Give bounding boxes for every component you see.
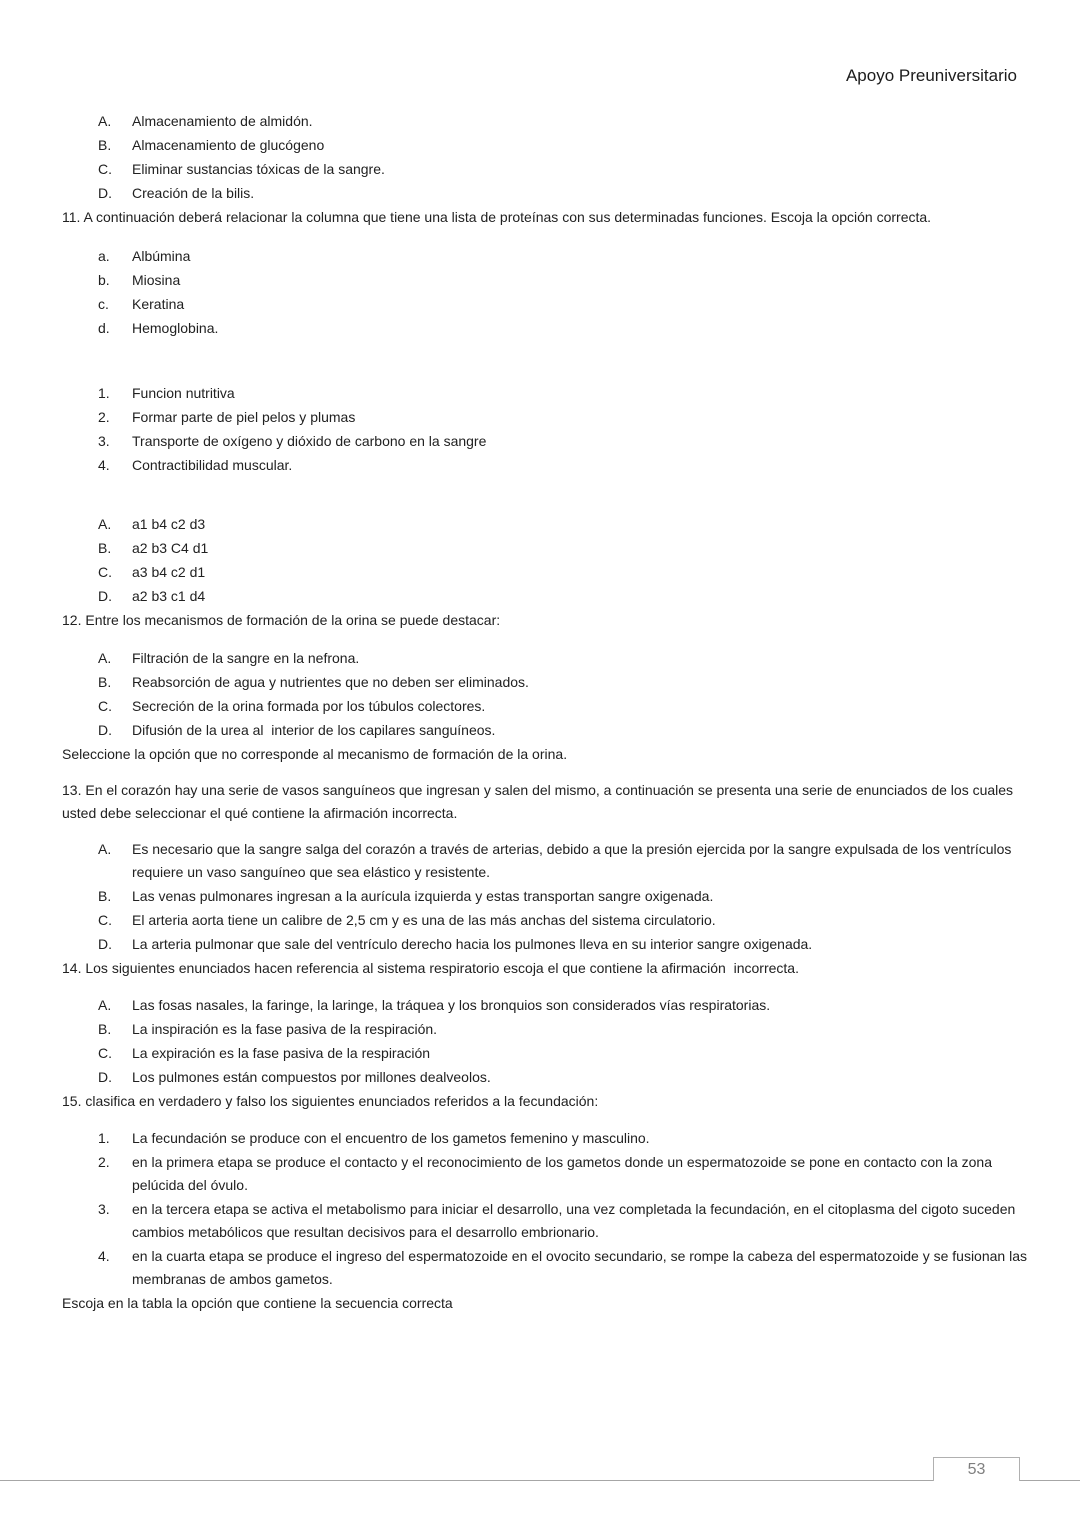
option-label: B. xyxy=(98,888,112,904)
option-label: C. xyxy=(98,161,112,177)
page-header xyxy=(0,0,1080,88)
option-text: Las fosas nasales, la faringe, la laringe, la tráquea y los bronquios son considerados vías respiratorias. xyxy=(132,997,771,1013)
option-label: B. xyxy=(98,540,112,556)
list-item xyxy=(62,293,1047,316)
question-15-note: Escoja en la tabla la opción que contiene la secuencia correcta xyxy=(62,1295,453,1311)
statement-label: 2. xyxy=(98,1154,110,1170)
q11-function-list xyxy=(62,382,1047,477)
item-label: 2. xyxy=(98,409,110,425)
q15-statements-list xyxy=(62,1127,1047,1291)
option-row xyxy=(62,885,1047,908)
option-row xyxy=(62,695,1047,718)
option-row xyxy=(62,561,1047,584)
page-number: 53 xyxy=(967,1460,986,1478)
option-row xyxy=(62,719,1047,742)
option-label: A. xyxy=(98,113,112,129)
option-label: B. xyxy=(98,137,112,153)
list-item xyxy=(62,430,1047,453)
list-item xyxy=(62,269,1047,292)
question-12-note: Seleccione la opción que no corresponde al mecanismo de formación de la orina. xyxy=(62,746,568,762)
question-15-stem: 15. clasifica en verdadero y falso los siguientes enunciados referidos a la fecundación: xyxy=(62,1093,599,1109)
option-text: Es necesario que la sangre salga del corazón a través de arterias, debido a que la presión ejercida por la sangre expulsada de los ventrículos requiere un vaso sanguíneo que sea elástico y resistente. xyxy=(132,841,1016,880)
statement-text: en la tercera etapa se activa el metabolismo para iniciar el desarrollo, una vez completada la fecundación, en el citoplasma del cigoto suceden cambios metabólicos que resultan decisivos para el desarrollo embrionario. xyxy=(132,1201,1020,1240)
option-text: Secreción de la orina formada por los túbulos colectores. xyxy=(132,698,486,714)
option-text: Filtración de la sangre en la nefrona. xyxy=(132,650,360,666)
list-item xyxy=(62,454,1047,477)
q14-options-list xyxy=(62,994,1047,1089)
option-text: Creación de la bilis. xyxy=(132,185,255,201)
statement-row xyxy=(62,1127,1047,1150)
statement-text: La fecundación se produce con el encuentro de los gametos femenino y masculino. xyxy=(132,1130,650,1146)
option-row xyxy=(62,537,1047,560)
option-label: D. xyxy=(98,185,112,201)
option-text: Las venas pulmonares ingresan a la aurícula izquierda y estas transportan sangre oxigenada. xyxy=(132,888,714,904)
option-label: A. xyxy=(98,650,112,666)
option-label: B. xyxy=(98,674,112,690)
item-text: Albúmina xyxy=(132,248,191,264)
item-text: Transporte de oxígeno y dióxido de carbono en la sangre xyxy=(132,433,487,449)
question-11-stem: 11. A continuación deberá relacionar la columna que tiene una lista de proteínas con sus determinadas funciones. Escoja la opción correcta. xyxy=(62,209,932,225)
option-label: C. xyxy=(98,698,112,714)
item-text: Funcion nutritiva xyxy=(132,385,235,401)
carryover-options-list xyxy=(62,110,1047,205)
option-text: Almacenamiento de almidón. xyxy=(132,113,313,129)
option-text: Eliminar sustancias tóxicas de la sangre. xyxy=(132,161,385,177)
option-label: D. xyxy=(98,936,112,952)
question-12-stem: 12. Entre los mecanismos de formación de la orina se puede destacar: xyxy=(62,612,501,628)
option-row xyxy=(62,838,1047,884)
item-text: Formar parte de piel pelos y plumas xyxy=(132,409,356,425)
document-content xyxy=(0,110,1080,1315)
option-row xyxy=(62,182,1047,205)
option-row xyxy=(62,1042,1047,1065)
option-label: C. xyxy=(98,564,112,580)
option-label: C. xyxy=(98,912,112,928)
item-text: Miosina xyxy=(132,272,181,288)
option-row xyxy=(62,585,1047,608)
header-title: Apoyo Preuniversitario xyxy=(845,66,1017,85)
option-label: D. xyxy=(98,588,112,604)
option-text: Reabsorción de agua y nutrientes que no deben ser eliminados. xyxy=(132,674,529,690)
option-row xyxy=(62,994,1047,1017)
item-label: a. xyxy=(98,248,110,264)
item-text: Hemoglobina. xyxy=(132,320,219,336)
option-label: D. xyxy=(98,1069,112,1085)
statement-row xyxy=(62,1198,1047,1244)
option-label: D. xyxy=(98,722,112,738)
option-text: El arteria aorta tiene un calibre de 2,5 cm y es una de las más anchas del sistema circulatorio. xyxy=(132,912,716,928)
item-label: d. xyxy=(98,320,110,336)
statement-text: en la cuarta etapa se produce el ingreso del espermatozoide en el ovocito secundario, se rompe la cabeza del espermatozoide y se fusionan las membranas de ambos gametos. xyxy=(132,1248,1031,1287)
list-item xyxy=(62,406,1047,429)
item-label: c. xyxy=(98,296,109,312)
statement-text: en la primera etapa se produce el contacto y el reconocimiento de los gametos donde un espermatozoide se pone en contacto con la zona pelúcida del óvulo. xyxy=(132,1154,996,1193)
option-label: A. xyxy=(98,516,112,532)
statement-row xyxy=(62,1151,1047,1197)
option-row xyxy=(62,134,1047,157)
option-label: A. xyxy=(98,997,112,1013)
option-label: C. xyxy=(98,1045,112,1061)
page-number-box xyxy=(933,1457,1020,1481)
statement-label: 1. xyxy=(98,1130,110,1146)
list-item xyxy=(62,317,1047,340)
option-row xyxy=(62,671,1047,694)
option-row xyxy=(62,1018,1047,1041)
option-row xyxy=(62,909,1047,932)
statement-row xyxy=(62,1245,1047,1291)
item-label: 3. xyxy=(98,433,110,449)
option-text: a2 b3 c1 d4 xyxy=(132,588,206,604)
list-item xyxy=(62,245,1047,268)
option-label: A. xyxy=(98,841,112,857)
statement-label: 3. xyxy=(98,1201,110,1217)
q11-options-list xyxy=(62,513,1047,608)
question-13-stem: 13. En el corazón hay una serie de vasos sanguíneos que ingresan y salen del mismo, a continuación se presenta una serie de enunciados de los cuales usted debe seleccionar el qué contiene la afirmación incorrecta. xyxy=(62,782,1017,821)
option-row xyxy=(62,110,1047,133)
option-row xyxy=(62,933,1047,956)
option-text: a2 b3 C4 d1 xyxy=(132,540,209,556)
option-row xyxy=(62,158,1047,181)
list-item xyxy=(62,382,1047,405)
item-text: Contractibilidad muscular. xyxy=(132,457,293,473)
item-label: 4. xyxy=(98,457,110,473)
option-text: Los pulmones están compuestos por millones dealveolos. xyxy=(132,1069,491,1085)
item-label: 1. xyxy=(98,385,110,401)
q11-protein-list xyxy=(62,245,1047,340)
option-row xyxy=(62,647,1047,670)
option-label: B. xyxy=(98,1021,112,1037)
q13-options-list xyxy=(62,838,1047,956)
footer-rule xyxy=(0,1480,1080,1481)
option-text: La arteria pulmonar que sale del ventrículo derecho hacia los pulmones lleva en su interior sangre oxigenada. xyxy=(132,936,813,952)
option-text: La expiración es la fase pasiva de la respiración xyxy=(132,1045,431,1061)
option-row xyxy=(62,1066,1047,1089)
statement-label: 4. xyxy=(98,1248,110,1264)
option-text: a1 b4 c2 d3 xyxy=(132,516,206,532)
question-14-stem: 14. Los siguientes enunciados hacen referencia al sistema respiratorio escoja el que contiene la afirmación incorrecta. xyxy=(62,960,799,976)
item-text: Keratina xyxy=(132,296,185,312)
option-text: a3 b4 c2 d1 xyxy=(132,564,206,580)
q12-options-list xyxy=(62,647,1047,742)
option-row xyxy=(62,513,1047,536)
option-text: Almacenamiento de glucógeno xyxy=(132,137,325,153)
option-text: La inspiración es la fase pasiva de la respiración. xyxy=(132,1021,438,1037)
option-text: Difusión de la urea al interior de los capilares sanguíneos. xyxy=(132,722,496,738)
item-label: b. xyxy=(98,272,110,288)
